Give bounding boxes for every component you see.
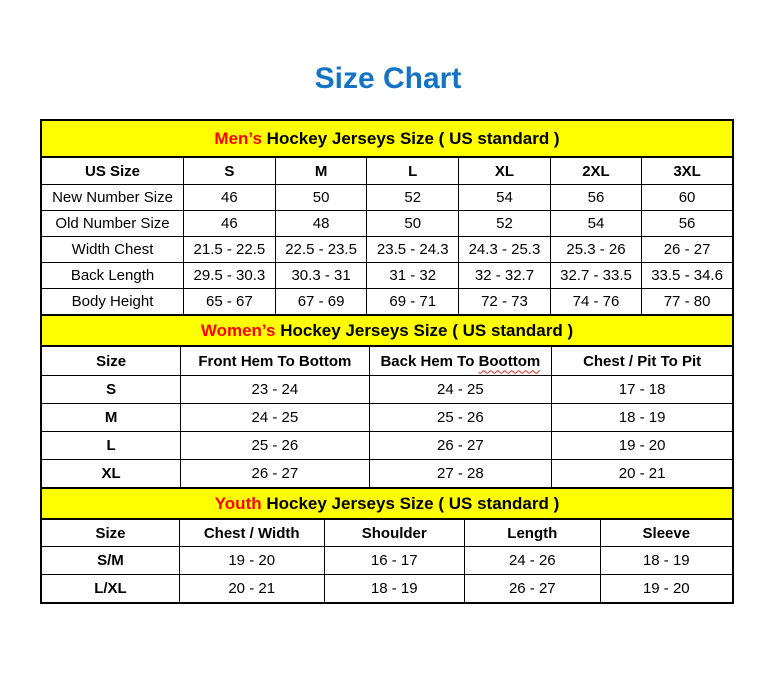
table-cell: 67 - 69: [275, 289, 367, 316]
youth-section-header-row: [41, 488, 733, 519]
column-header-front-hem: Front Hem To Bottom: [181, 346, 369, 376]
row-label: S: [41, 376, 181, 404]
table-cell: 24 - 26: [464, 547, 600, 575]
table-cell: 24.3 - 25.3: [459, 237, 551, 263]
table-row-back-length: [41, 263, 733, 289]
table-cell: 19 - 20: [600, 575, 733, 604]
misspelled-word: Boottom: [478, 352, 541, 370]
table-cell: 24 - 25: [181, 404, 369, 432]
table-row-youth-lxl: [41, 575, 733, 604]
table-cell: 22.5 - 23.5: [275, 237, 367, 263]
row-label: L: [41, 432, 181, 460]
table-cell: 52: [367, 185, 459, 211]
table-cell: 54: [459, 185, 551, 211]
womens-section-header-row: [41, 315, 733, 346]
table-cell: 20 - 21: [552, 460, 733, 489]
table-row-womens-xl: [41, 460, 733, 489]
column-header-size: Size: [41, 346, 181, 376]
table-cell: 21.5 - 22.5: [184, 237, 276, 263]
table-cell: 16 - 17: [324, 547, 464, 575]
table-cell: 19 - 20: [179, 547, 324, 575]
row-label: Width Chest: [41, 237, 184, 263]
mens-section-header-row: [41, 120, 733, 157]
table-row-width-chest: [41, 237, 733, 263]
column-header-shoulder: Shoulder: [324, 519, 464, 547]
table-cell: 20 - 21: [179, 575, 324, 604]
youth-section-highlight: Youth: [214, 493, 262, 513]
back-hem-prefix: Back Hem To: [380, 352, 479, 370]
table-cell: 77 - 80: [642, 289, 733, 316]
youth-section-header: [41, 488, 733, 519]
column-header-s: S: [184, 157, 276, 185]
table-cell: 33.5 - 34.6: [642, 263, 733, 289]
table-row-body-height: [41, 289, 733, 316]
column-header-size: Size: [41, 519, 179, 547]
table-cell: 29.5 - 30.3: [184, 263, 276, 289]
column-header-xl: XL: [459, 157, 551, 185]
column-header-us-size: US Size: [41, 157, 184, 185]
womens-column-header-row: [41, 346, 733, 376]
table-cell: 23 - 24: [181, 376, 369, 404]
table-cell: 56: [642, 211, 733, 237]
row-label: L/XL: [41, 575, 179, 604]
table-cell: 56: [550, 185, 641, 211]
table-cell: 52: [459, 211, 551, 237]
table-cell: 18 - 19: [552, 404, 733, 432]
table-cell: 19 - 20: [552, 432, 733, 460]
table-cell: 50: [275, 185, 367, 211]
womens-section-title: Hockey Jerseys Size ( US standard ): [275, 320, 574, 340]
mens-section-highlight: Men’s: [214, 128, 262, 148]
column-header-back-hem: [369, 346, 552, 376]
womens-section-header: [41, 315, 733, 346]
table-cell: 46: [184, 211, 276, 237]
table-cell: 26 - 27: [464, 575, 600, 604]
column-header-2xl: 2XL: [550, 157, 641, 185]
table-cell: 65 - 67: [184, 289, 276, 316]
table-cell: 25 - 26: [369, 404, 552, 432]
row-label: Body Height: [41, 289, 184, 316]
table-cell: 69 - 71: [367, 289, 459, 316]
row-label: XL: [41, 460, 181, 489]
table-cell: 26 - 27: [181, 460, 369, 489]
table-cell: 32 - 32.7: [459, 263, 551, 289]
row-label: Back Length: [41, 263, 184, 289]
table-cell: 72 - 73: [459, 289, 551, 316]
column-header-length: Length: [464, 519, 600, 547]
table-cell: 48: [275, 211, 367, 237]
mens-column-header-row: [41, 157, 733, 185]
row-label: Old Number Size: [41, 211, 184, 237]
table-row-new-number-size: [41, 185, 733, 211]
table-row-old-number-size: [41, 211, 733, 237]
table-cell: 46: [184, 185, 276, 211]
table-cell: 32.7 - 33.5: [550, 263, 641, 289]
youth-section-title: Hockey Jerseys Size ( US standard ): [261, 493, 560, 513]
table-cell: 31 - 32: [367, 263, 459, 289]
column-header-l: L: [367, 157, 459, 185]
table-cell: 27 - 28: [369, 460, 552, 489]
womens-section-highlight: Women’s: [200, 320, 276, 340]
column-header-3xl: 3XL: [642, 157, 733, 185]
table-cell: 18 - 19: [600, 547, 733, 575]
mens-section-header: [41, 120, 733, 157]
column-header-m: M: [275, 157, 367, 185]
column-header-chest-width: Chest / Width: [179, 519, 324, 547]
mens-section-title: Hockey Jerseys Size ( US standard ): [261, 128, 560, 148]
table-cell: 30.3 - 31: [275, 263, 367, 289]
table-cell: 54: [550, 211, 641, 237]
size-chart: [40, 119, 734, 604]
table-cell: 25 - 26: [181, 432, 369, 460]
column-header-chest-pit: Chest / Pit To Pit: [552, 346, 733, 376]
table-row-youth-sm: [41, 547, 733, 575]
table-cell: 26 - 27: [369, 432, 552, 460]
row-label: S/M: [41, 547, 179, 575]
table-row-womens-s: [41, 376, 733, 404]
table-cell: 24 - 25: [369, 376, 552, 404]
table-row-womens-m: [41, 404, 733, 432]
table-cell: 17 - 18: [552, 376, 733, 404]
table-cell: 23.5 - 24.3: [367, 237, 459, 263]
column-header-sleeve: Sleeve: [600, 519, 733, 547]
table-cell: 18 - 19: [324, 575, 464, 604]
table-cell: 74 - 76: [550, 289, 641, 316]
row-label: M: [41, 404, 181, 432]
table-cell: 25.3 - 26: [550, 237, 641, 263]
mens-size-table: [40, 119, 734, 316]
table-row-womens-l: [41, 432, 733, 460]
womens-size-table: [40, 314, 734, 489]
row-label: New Number Size: [41, 185, 184, 211]
table-cell: 50: [367, 211, 459, 237]
youth-size-table: [40, 487, 734, 604]
page-title: Size Chart: [314, 62, 462, 95]
youth-column-header-row: [41, 519, 733, 547]
table-cell: 60: [642, 185, 733, 211]
table-cell: 26 - 27: [642, 237, 733, 263]
